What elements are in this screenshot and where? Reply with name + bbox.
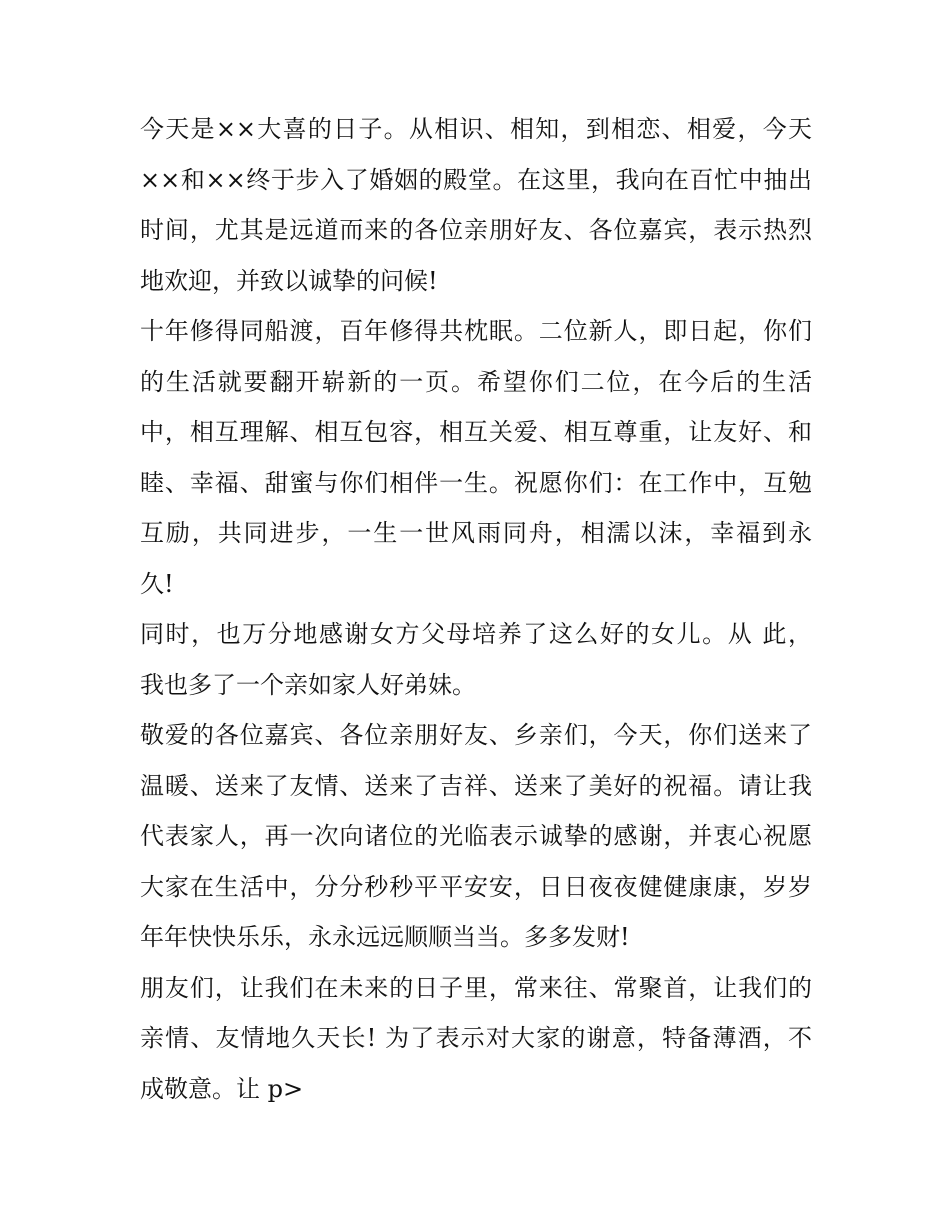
paragraph-3	[140, 609, 812, 710]
text-line: 大家在生活中，分分秒秒平平安安，日日夜夜健健康康，岁岁	[140, 872, 812, 901]
text-line: 亲情、友情地久天长! 为了表示对大家的谢意，特备薄酒，不	[140, 1024, 812, 1052]
text-line: 温暖、送来了友情、送来了吉祥、送来了美好的祝福。请让我	[140, 771, 812, 800]
text-line: 互励，共同进步，一生一世风雨同舟，相濡以沫，幸福到永	[140, 519, 812, 547]
text-line: 十年修得同船渡，百年修得共枕眠。二位新人，即日起，你们	[140, 317, 812, 345]
text-line: 中，相互理解、相互包容，相互关爱、相互尊重，让友好、和	[140, 418, 812, 446]
paragraph-2	[140, 306, 812, 609]
text-line: 今天是××大喜的日子。从相识、相知，到相恋、相爱，今天	[140, 115, 812, 143]
document-body	[140, 104, 812, 1114]
text-line: 的生活就要翻开崭新的一页。希望你们二位，在今后的生活	[140, 367, 812, 396]
text-line: 久!	[140, 569, 174, 598]
text-line: 时间，尤其是远道而来的各位亲朋好友、各位嘉宾，表示热烈	[140, 216, 812, 244]
paragraph-5	[140, 963, 812, 1115]
text-line: 成敬意。让 p>	[140, 1074, 304, 1103]
text-line: 敬爱的各位嘉宾、各位亲朋好友、乡亲们，今天，你们送来了	[140, 721, 812, 749]
paragraph-1	[140, 104, 812, 306]
text-line: 地欢迎，并致以诚挚的问候!	[140, 266, 438, 295]
text-line: 朋友们，让我们在未来的日子里，常来往、常聚首，让我们的	[140, 973, 812, 1002]
paragraph-4	[140, 710, 812, 963]
text-line: ××和××终于步入了婚姻的殿堂。在这里，我向在百忙中抽出	[140, 165, 812, 194]
text-line: 睦、幸福、甜蜜与你们相伴一生。祝愿你们：在工作中，互勉	[140, 468, 812, 497]
text-line: 我也多了一个亲如家人好弟妹。	[140, 670, 476, 699]
text-line: 同时，也万分地感谢女方父母培养了这么好的女儿。从 此，	[140, 620, 812, 648]
text-line: 年年快快乐乐，永永远远顺顺当当。多多发财!	[140, 923, 630, 951]
text-line: 代表家人，再一次向诸位的光临表示诚挚的感谢，并衷心祝愿	[140, 822, 812, 850]
